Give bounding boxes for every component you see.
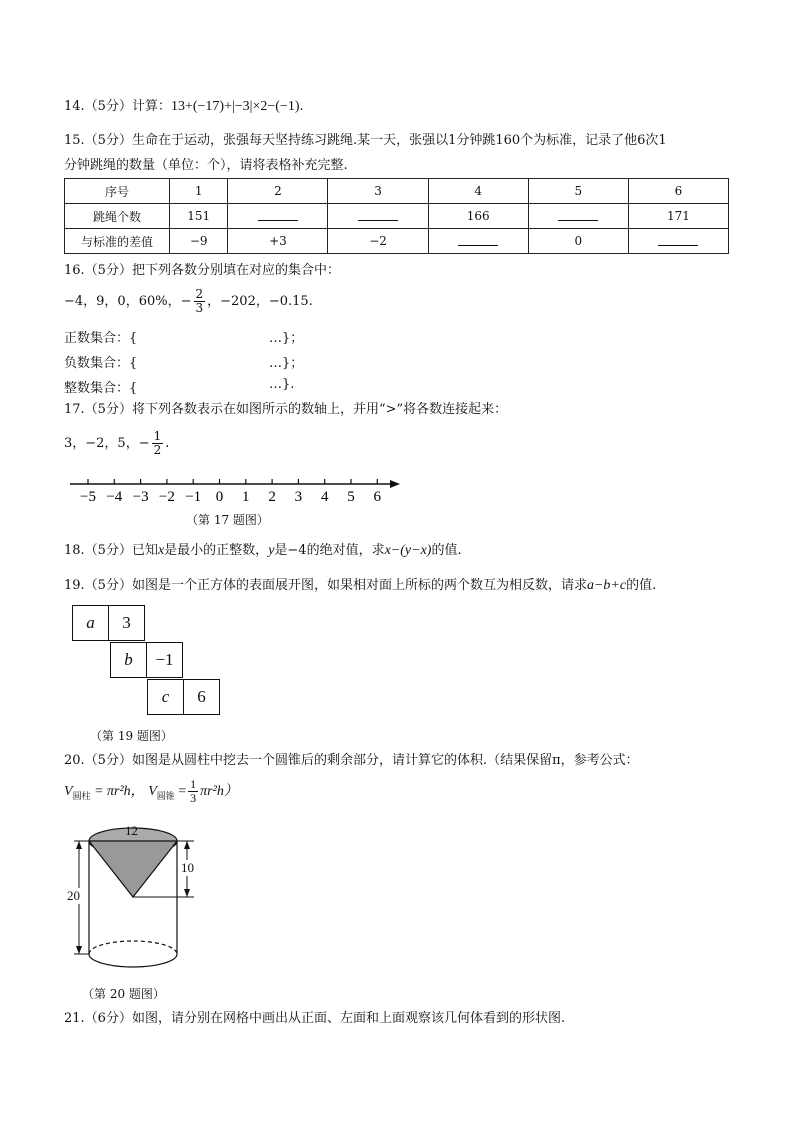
q15-table: [64, 178, 729, 254]
cone: [89, 841, 177, 897]
fraction: [152, 430, 164, 457]
table-header-cell: 序号: [65, 179, 170, 204]
number-line-tick-label: 6: [373, 489, 382, 505]
table-cell: −2: [328, 229, 428, 254]
number-line-tick-label: −2: [158, 489, 175, 505]
net-cell: 6: [183, 679, 220, 715]
formula-sub: 圆锥: [156, 790, 175, 801]
dim-top-label: 12: [125, 823, 138, 838]
dim-arrow-icon: [184, 889, 190, 897]
fraction-denominator: 3: [190, 791, 197, 806]
answer-blank: [458, 233, 498, 246]
q15-line2: 分钟跳绳的数量（单位：个），请将表格补充完整.: [64, 158, 348, 173]
q14-line: [64, 98, 304, 116]
set-label: 正数集合：{: [64, 331, 138, 346]
dim-arrow-icon: [76, 946, 82, 954]
q17-numbers: [64, 425, 169, 463]
q14-tail: .: [299, 99, 304, 114]
number-line-tick-label: 2: [268, 489, 276, 505]
q21-line: 21.（6分）如图，请分别在网格中画出从正面、左面和上面观察该几何体看到的形状图.: [64, 1011, 566, 1026]
table-cell: 0: [528, 229, 628, 254]
q18-line: [64, 542, 462, 560]
net-cell: −1: [146, 642, 183, 678]
q20-formula: [64, 774, 238, 810]
table-cell: 166: [428, 204, 528, 229]
table-header-cell: 1: [170, 179, 228, 204]
q20-caption: （第 20 题图）: [82, 987, 165, 1001]
q16-set-integer: [64, 377, 295, 396]
q16-set-positive: [64, 327, 304, 346]
table-cell-blank: [628, 229, 728, 254]
formula-cylinder: = πr²h，: [94, 784, 145, 799]
formula-equals: =: [178, 784, 187, 799]
net-cell: b: [110, 642, 147, 678]
formula-cone: πr²h）: [200, 784, 238, 799]
dim-arrow-icon: [76, 841, 82, 849]
dim-left-label: 20: [67, 888, 80, 903]
dim-right-label: 10: [181, 860, 194, 875]
q19-caption: （第 19 题图）: [90, 729, 173, 743]
fraction: [188, 778, 198, 805]
q14-expression: 13+(−17)+|−3|×2−(−1): [170, 99, 300, 114]
number-line: [64, 474, 409, 508]
q18-text-a: 18.（5分）已知: [64, 543, 158, 558]
answer-blank: [258, 208, 298, 221]
number-line-tick-label: 4: [320, 489, 329, 505]
set-close: …}；: [269, 356, 304, 371]
q19-text-a: 19.（5分）如图是一个正方体的表面展开图，如果相对面上所标的两个数互为相反数，请求: [64, 578, 587, 593]
answer-blank: [358, 208, 398, 221]
table-header-cell: 2: [228, 179, 328, 204]
q18-var-x: x: [157, 543, 165, 558]
table-row: [65, 229, 729, 254]
number-line-tick-label: 0: [215, 489, 224, 505]
number-line-tick-label: 3: [294, 489, 303, 505]
q20-line1: 20.（5分）如图是从圆柱中挖去一个圆锥后的剩余部分，请计算它的体积.（结果保留π，参考公式：: [64, 753, 639, 768]
fraction-numerator: 1: [153, 429, 162, 443]
set-label: 负数集合：{: [64, 356, 138, 371]
cylinder-cone-figure: [64, 820, 214, 980]
table-cell: 跳绳个数: [65, 204, 170, 229]
table-header-cell: 4: [428, 179, 528, 204]
q17-numbers-a: 3，−2，5，−: [64, 436, 150, 451]
q19-line: [64, 577, 656, 595]
fraction-numerator: 1: [190, 777, 197, 792]
q18-text-c: 是−4的绝对值，求: [274, 543, 385, 558]
formula-v: V: [64, 784, 73, 799]
q16-numbers-b: ，−202，−0.15.: [207, 294, 313, 309]
formula-v: V: [148, 784, 157, 799]
number-line-arrow-icon: [390, 480, 400, 488]
set-close: …}.: [269, 377, 295, 392]
answer-blank: [658, 233, 698, 246]
q18-var-y: y: [268, 543, 275, 558]
table-cell-blank: [328, 204, 428, 229]
q16-set-negative: [64, 352, 304, 371]
number-line-tick-label: −5: [80, 489, 96, 505]
table-cell: 与标准的差值: [65, 229, 170, 254]
table-row: [65, 179, 729, 204]
q18-text-d: 的值.: [431, 543, 462, 558]
q16-numbers: [64, 285, 313, 319]
table-row: [65, 204, 729, 229]
table-cell: 151: [170, 204, 228, 229]
fraction: [194, 288, 206, 315]
q18-text-b: 是最小的正整数，: [164, 543, 269, 558]
fraction-denominator: 3: [195, 301, 204, 315]
number-line-tick-label: −3: [132, 489, 149, 505]
table-cell-blank: [228, 204, 328, 229]
table-cell: 171: [628, 204, 728, 229]
q17-head: 17.（5分）将下列各数表示在如图所示的数轴上，并用“>”将各数连接起来：: [64, 402, 508, 417]
q17-caption: （第 17 题图）: [186, 513, 269, 527]
table-header-cell: 6: [628, 179, 728, 204]
table-cell: +3: [228, 229, 328, 254]
q16-numbers-a: −4，9，0，60%，−: [64, 294, 192, 309]
set-close: …}；: [269, 331, 304, 346]
q17-tail: .: [165, 436, 170, 451]
q19-expression: a−b+c: [586, 578, 627, 593]
q16-head: 16.（5分）把下列各数分别填在对应的集合中：: [64, 263, 340, 278]
table-cell: −9: [170, 229, 228, 254]
table-header-cell: 5: [528, 179, 628, 204]
fraction-denominator: 2: [153, 443, 162, 457]
number-line-ticks: [80, 479, 382, 505]
q15-line1: 15.（5分）生命在于运动，张强每天坚持练习跳绳.某一天，张强以1分钟跳160个为标准，记录了他6次1: [64, 133, 667, 148]
fraction-numerator: 2: [195, 287, 204, 301]
dim-arrow-icon: [184, 841, 190, 849]
cylinder-bottom-front: [89, 954, 177, 967]
answer-blank: [558, 208, 598, 221]
set-label: 整数集合：{: [64, 381, 138, 396]
number-line-tick-label: −1: [185, 489, 202, 505]
q18-expression: x−(y−x): [384, 543, 432, 558]
cylinder-bottom-back: [89, 941, 177, 954]
table-cell-blank: [428, 229, 528, 254]
net-cell: 3: [108, 605, 145, 641]
number-line-tick-label: 5: [347, 489, 355, 505]
q14-head: 14.（5分）计算：: [64, 99, 171, 114]
number-line-tick-label: 1: [242, 489, 250, 505]
net-cell: a: [72, 605, 109, 641]
net-cell: c: [147, 679, 184, 715]
table-cell-blank: [528, 204, 628, 229]
number-line-tick-label: −4: [106, 489, 123, 505]
table-header-cell: 3: [328, 179, 428, 204]
q19-text-b: 的值.: [626, 578, 657, 593]
formula-sub: 圆柱: [72, 790, 91, 801]
